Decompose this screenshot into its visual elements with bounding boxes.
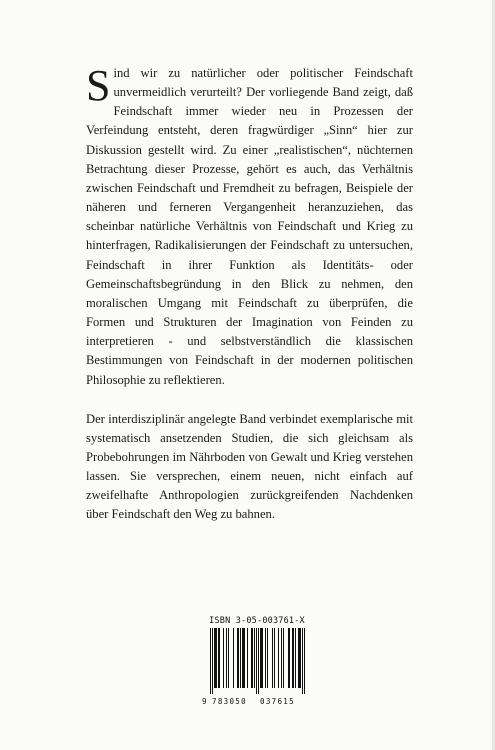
barcode-bar bbox=[233, 628, 234, 688]
barcode-bar bbox=[267, 628, 268, 688]
barcode-bar bbox=[261, 628, 262, 688]
barcode-bar bbox=[293, 628, 294, 688]
barcode-bars bbox=[204, 628, 310, 698]
barcode-right-group: 037615 bbox=[260, 697, 295, 706]
isbn-number: ISBN 3-05-003761-X bbox=[209, 616, 305, 626]
barcode-left-group: 783050 bbox=[212, 697, 247, 706]
barcode-bar bbox=[289, 628, 290, 688]
barcode-bar bbox=[292, 628, 293, 688]
barcode-bar bbox=[218, 628, 219, 688]
barcode-digits bbox=[204, 697, 310, 707]
barcode-bar bbox=[226, 628, 227, 688]
barcode-bar bbox=[237, 628, 238, 688]
barcode-bar bbox=[223, 628, 224, 688]
barcode-bar bbox=[240, 628, 241, 688]
barcode-bar bbox=[304, 628, 305, 694]
back-cover-blurb bbox=[86, 61, 413, 525]
barcode-bar bbox=[272, 628, 273, 688]
barcode-bar bbox=[288, 628, 289, 688]
barcode-bar bbox=[283, 628, 284, 688]
blurb-paragraph-2: Der interdisziplinär angelegte Band verbindet exemplarische mit systematisch ansetzenden Studien, die sich gleichsam als Probebohrungen im Nährboden von Gewalt und Krieg verstehen lassen. Sie versprechen, einem neuen, nicht einfach auf zweifelhafte Anthropologien zurückgreifenden Nachdenken über Feindschaft den Weg zu bahnen. bbox=[86, 411, 413, 522]
barcode-bar bbox=[215, 628, 216, 688]
barcode-bar bbox=[300, 628, 301, 688]
barcode-bar bbox=[258, 628, 259, 694]
barcode-bar bbox=[216, 628, 217, 688]
blurb-paragraph-1: Sind wir zu natürlicher oder politischer Feindschaft unvermeidlich verurteilt? Der vorliegende Band zeigt, daß Feindschaft immer wieder neu in Prozessen der Verfeindung entsteht, deren fragwürdiger „Sinn“ hier zur Diskussion gestellt wird. Zu einer „realistischen“, nüchternen Betrachtung dieser Prozesse, gehört es auch, das Verhältnis zwischen Feindschaft und Fremdheit zu befragen, Beispiele der näheren und ferneren Vergangenheit heranzuziehen, das scheinbar natürliche Verhältnis von Feindschaft und Krieg zu hinterfragen, Radikalisierungen der Feindschaft zu untersuchen, Feindschaft in ihrer Funktion als Identitäts- oder Gemeinschaftsbegründung in den Blick zu nehmen, den moralischen Umgang mit Feindschaft zu überprüfen, die Formen und Strukturen der Imagination von Feinden zu interpretieren - und selbstverständlich die klassischen Bestimmungen von Feindschaft in der modernen politischen Philosophie zu reflektieren. bbox=[86, 61, 413, 387]
barcode-bar bbox=[219, 628, 220, 688]
barcode-bar bbox=[210, 628, 211, 694]
barcode-bar bbox=[254, 628, 255, 688]
barcode-bar bbox=[243, 628, 244, 688]
barcode-bar bbox=[281, 628, 282, 688]
barcode-bar bbox=[274, 628, 275, 688]
barcode-first-digit: 9 bbox=[202, 697, 207, 706]
barcode-bar bbox=[256, 628, 257, 694]
barcode-bar bbox=[265, 628, 266, 688]
barcode-bar bbox=[244, 628, 245, 688]
barcode-bar bbox=[260, 628, 261, 688]
barcode-bar bbox=[238, 628, 239, 688]
barcode-bar bbox=[278, 628, 279, 688]
isbn-barcode bbox=[204, 616, 310, 707]
barcode-bar bbox=[299, 628, 300, 688]
barcode-bar bbox=[212, 628, 213, 694]
barcode-bar bbox=[295, 628, 296, 688]
barcode-bar bbox=[214, 628, 215, 688]
barcode-bar bbox=[302, 628, 303, 694]
barcode-bar bbox=[247, 628, 248, 688]
barcode-bar bbox=[242, 628, 243, 688]
barcode-bar bbox=[228, 628, 229, 688]
barcode-bar bbox=[298, 628, 299, 688]
barcode-bar bbox=[252, 628, 253, 688]
barcode-bar bbox=[251, 628, 252, 688]
barcode-bar bbox=[262, 628, 263, 688]
